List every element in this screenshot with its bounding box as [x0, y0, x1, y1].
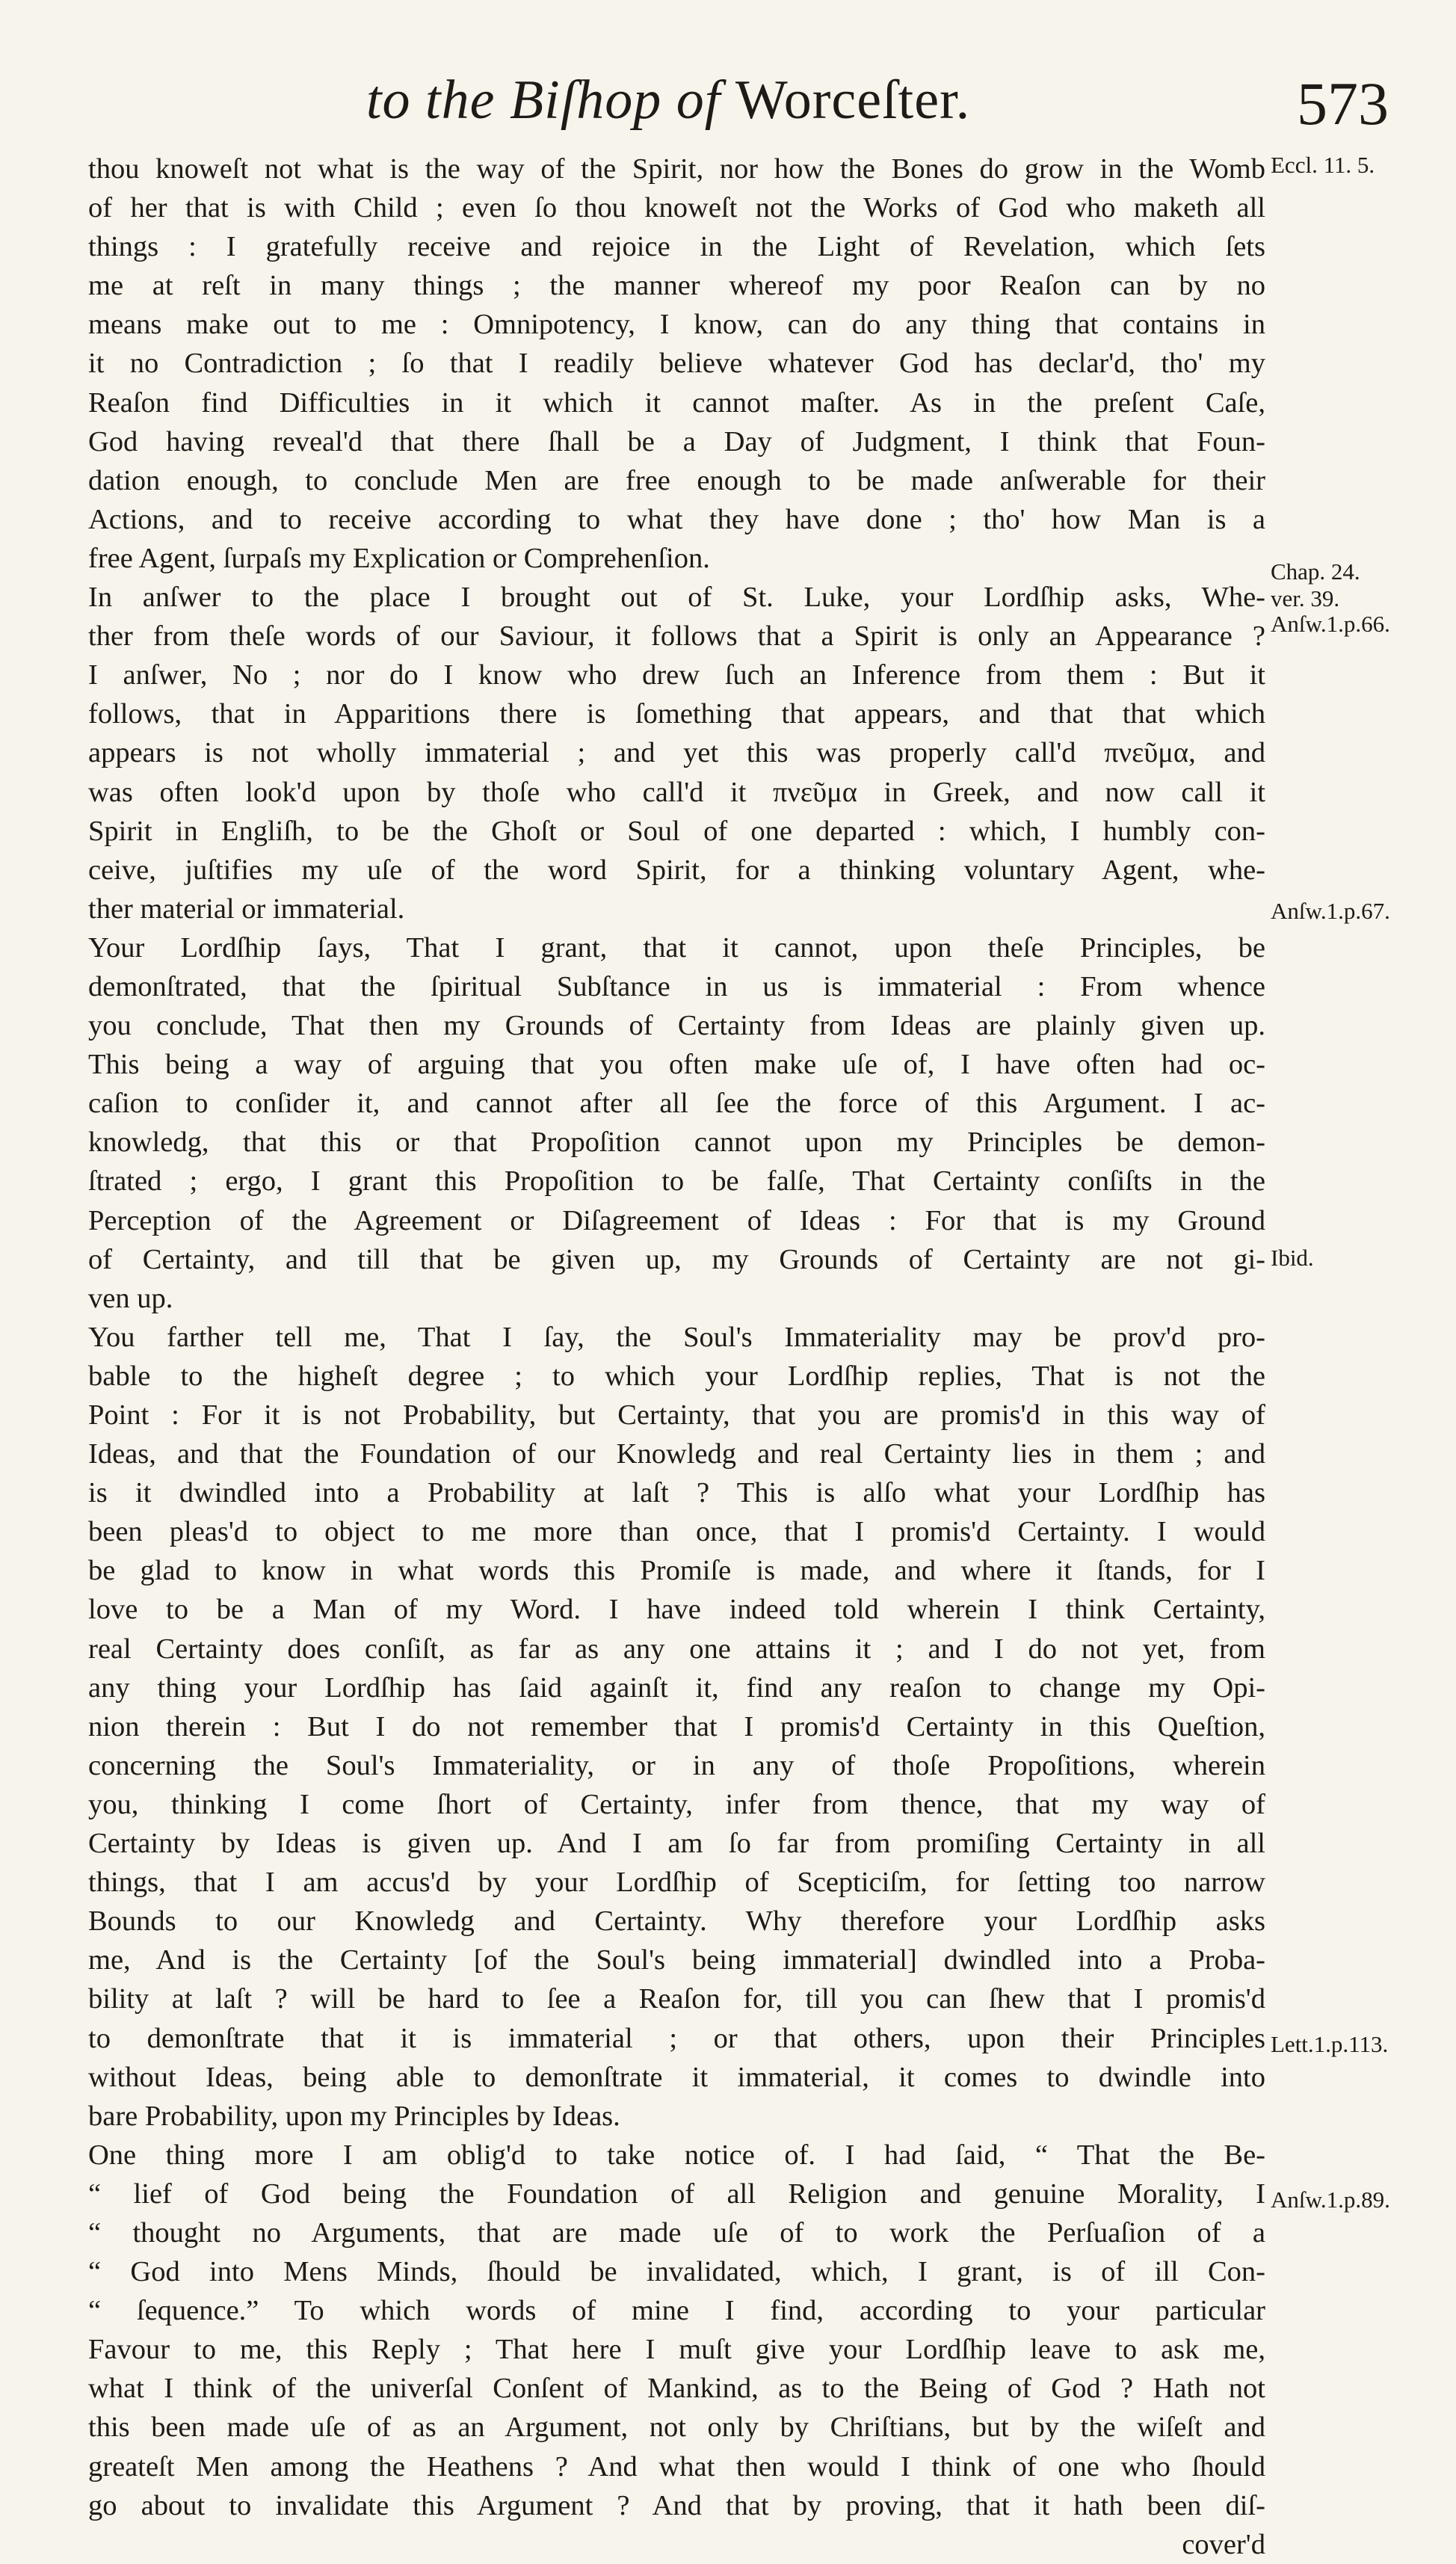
text-line: “ ſequence.” To which words of mine I find, according to your particular: [88, 2295, 1265, 2327]
margin-note: Eccl. 11. 5.: [1271, 152, 1375, 178]
text-line: concerning the Soul's Immateriality, or in any of thoſe Propoſitions, wherein: [88, 1749, 1265, 1781]
text-line: dation enough, to conclude Men are free enough to be made anſwerable for their: [88, 464, 1265, 496]
text-line: of her that is with Child ; even ſo thou knoweſt not the Works of God who maketh all: [88, 192, 1265, 224]
margin-note: Anſw.1.p.67.: [1271, 898, 1390, 924]
text-line: bare Probability, upon my Principles by Ideas.: [88, 2100, 620, 2132]
text-line: thou knoweſt not what is the way of the Spirit, nor how the Bones do grow in the Womb: [88, 153, 1265, 185]
text-line: One thing more I am oblig'd to take notice of. I had ſaid, “ That the Be-: [88, 2139, 1265, 2171]
text-line: me, And is the Certainty [of the Soul's being immaterial] dwindled into a Proba-: [88, 1944, 1265, 1976]
text-line: ceive, juſtifies my uſe of the word Spirit, for a thinking voluntary Agent, whe-: [88, 854, 1265, 886]
text-line: Actions, and to receive according to what they have done ; tho' how Man is a: [88, 503, 1265, 535]
margin-note: Anſw.1.p.66.: [1271, 611, 1390, 637]
text-line: This being a way of arguing that you often make uſe of, I have often had oc-: [88, 1049, 1265, 1081]
text-line: ſtrated ; ergo, I grant this Propoſition to be falſe, That Certainty conſiſts in the: [88, 1165, 1265, 1198]
margin-note: Anſw.1.p.89.: [1271, 2187, 1390, 2213]
text-line: love to be a Man of my Word. I have indeed told wherein I think Certainty,: [88, 1594, 1265, 1626]
margin-note: ver. 39.: [1271, 585, 1340, 611]
text-line: you, thinking I come ſhort of Certainty, infer from thence, that my way of: [88, 1788, 1265, 1820]
text-line: it no Contradiction ; ſo that I readily believe whatever God has declar'd, tho' my: [88, 348, 1265, 380]
text-line: ther material or immaterial.: [88, 893, 405, 925]
text-line: things, that I am accus'd by your Lordſhip of Scepticiſm, for ſetting too narrow: [88, 1867, 1265, 1899]
text-line: free Agent, ſurpaſs my Explication or Comprehenſion.: [88, 542, 710, 574]
text-line: knowledg, that this or that Propoſition cannot upon my Principles be demon-: [88, 1127, 1265, 1159]
text-line: bility at laſt ? will be hard to ſee a Reaſon for, till you can ſhew that I promis'd: [88, 1983, 1265, 2015]
text-line: In anſwer to the place I brought out of St. Luke, your Lordſhip asks, Whe-: [88, 582, 1265, 614]
text-line: means make out to me : Omnipotency, I know, can do any thing that contains in: [88, 309, 1265, 341]
text-line: Favour to me, this Reply ; That here I muſt give your Lordſhip leave to ask me,: [88, 2334, 1265, 2366]
body-text: [88, 150, 1265, 2564]
text-line: caſion to conſider it, and cannot after all ſee the force of this Argument. I ac-: [88, 1088, 1265, 1120]
text-line: “ God into Mens Minds, ſhould be invalidated, which, I grant, is of ill Con-: [88, 2256, 1265, 2288]
text-line: to demonſtrate that it is immaterial ; or that others, upon their Principles: [88, 2022, 1265, 2054]
running-head-roman: Worceſter.: [735, 70, 971, 131]
running-head: [366, 69, 970, 132]
text-line: I anſwer, No ; nor do I know who drew ſuch an Inference from them : But it: [88, 659, 1265, 691]
text-line: ven up.: [88, 1282, 173, 1314]
text-line: Point : For it is not Probability, but Certainty, that you are promis'd in this way of: [88, 1399, 1265, 1431]
catchword: cover'd: [1182, 2528, 1265, 2560]
text-line: of Certainty, and till that be given up, my Grounds of Certainty are not gi-: [88, 1243, 1265, 1275]
text-line: without Ideas, being able to demonſtrate it immaterial, it comes to dwindle into: [88, 2061, 1265, 2093]
margin-note: Lett.1.p.113.: [1271, 2031, 1389, 2057]
text-line: what I think of the univerſal Conſent of Mankind, as to the Being of God ? Hath not: [88, 2373, 1265, 2405]
text-line: ther from theſe words of our Saviour, it follows that a Spirit is only an Appearance ?: [88, 620, 1265, 653]
text-line: nion therein : But I do not remember that I promis'd Certainty in this Queſtion,: [88, 1710, 1265, 1742]
page-number: 573: [1297, 70, 1389, 138]
text-line: me at reſt in many things ; the manner whereof my poor Reaſon can by no: [88, 270, 1265, 302]
margin-note: Ibid.: [1271, 1245, 1314, 1271]
text-line: “ lief of God being the Foundation of all Religion and genuine Morality, I: [88, 2178, 1265, 2210]
margin-note: Chap. 24.: [1271, 558, 1360, 585]
text-line: Spirit in Engliſh, to be the Ghoſt or Soul of one departed : which, I humbly con-: [88, 815, 1265, 847]
text-line: demonſtrated, that the ſpiritual Subſtance in us is immaterial : From whence: [88, 970, 1265, 1002]
text-line: Reaſon find Difficulties in it which it cannot maſter. As in the preſent Caſe,: [88, 386, 1265, 419]
text-line: Perception of the Agreement or Diſagreement of Ideas : For that is my Ground: [88, 1204, 1265, 1236]
text-line: been pleas'd to object to me more than once, that I promis'd Certainty. I would: [88, 1516, 1265, 1548]
text-line: was often look'd upon by thoſe who call'd it πνεῦμα in Greek, and now call it: [88, 776, 1265, 808]
text-line: greateſt Men among the Heathens ? And what then would I think of one who ſhould: [88, 2450, 1265, 2483]
text-line: be glad to know in what words this Promiſe is made, and where it ſtands, for I: [88, 1555, 1265, 1587]
text-line: follows, that in Apparitions there is ſomething that appears, and that that which: [88, 698, 1265, 730]
text-line: this been made uſe of as an Argument, not only by Chriſtians, but by the wiſeſt and: [88, 2412, 1265, 2444]
text-line: Ideas, and that the Foundation of our Knowledg and real Certainty lies in them ; and: [88, 1438, 1265, 1470]
text-line: real Certainty does conſiſt, as far as any one attains it ; and I do not yet, from: [88, 1633, 1265, 1665]
text-line: Certainty by Ideas is given up. And I am ſo far from promiſing Certainty in all: [88, 1828, 1265, 1860]
page-header: [0, 69, 1456, 151]
text-line: bable to the higheſt degree ; to which your Lordſhip replies, That is not the: [88, 1360, 1265, 1392]
text-line: Your Lordſhip ſays, That I grant, that it cannot, upon theſe Principles, be: [88, 931, 1265, 964]
text-line: go about to invalidate this Argument ? And that by proving, that it hath been diſ-: [88, 2489, 1265, 2521]
text-line: is it dwindled into a Probability at laſt ? This is alſo what your Lordſhip has: [88, 1477, 1265, 1509]
text-line: Bounds to our Knowledg and Certainty. Why therefore your Lordſhip asks: [88, 1905, 1265, 1938]
running-head-italic: to the Biſhop of: [366, 70, 735, 131]
text-line: things : I gratefully receive and rejoice in the Light of Revelation, which ſets: [88, 231, 1265, 263]
text-line: God having reveal'd that there ſhall be a Day of Judgment, I think that Foun-: [88, 425, 1265, 457]
text-line: you conclude, That then my Grounds of Certainty from Ideas are plainly given up.: [88, 1010, 1265, 1042]
text-line: appears is not wholly immaterial ; and yet this was properly call'd πνεῦμα, and: [88, 737, 1265, 769]
text-line: any thing your Lordſhip has ſaid againſt it, find any reaſon to change my Opi-: [88, 1671, 1265, 1704]
text-line: “ thought no Arguments, that are made uſe of to work the Perſuaſion of a: [88, 2216, 1265, 2249]
text-line: You farther tell me, That I ſay, the Soul's Immateriality may be prov'd pro-: [88, 1321, 1265, 1353]
